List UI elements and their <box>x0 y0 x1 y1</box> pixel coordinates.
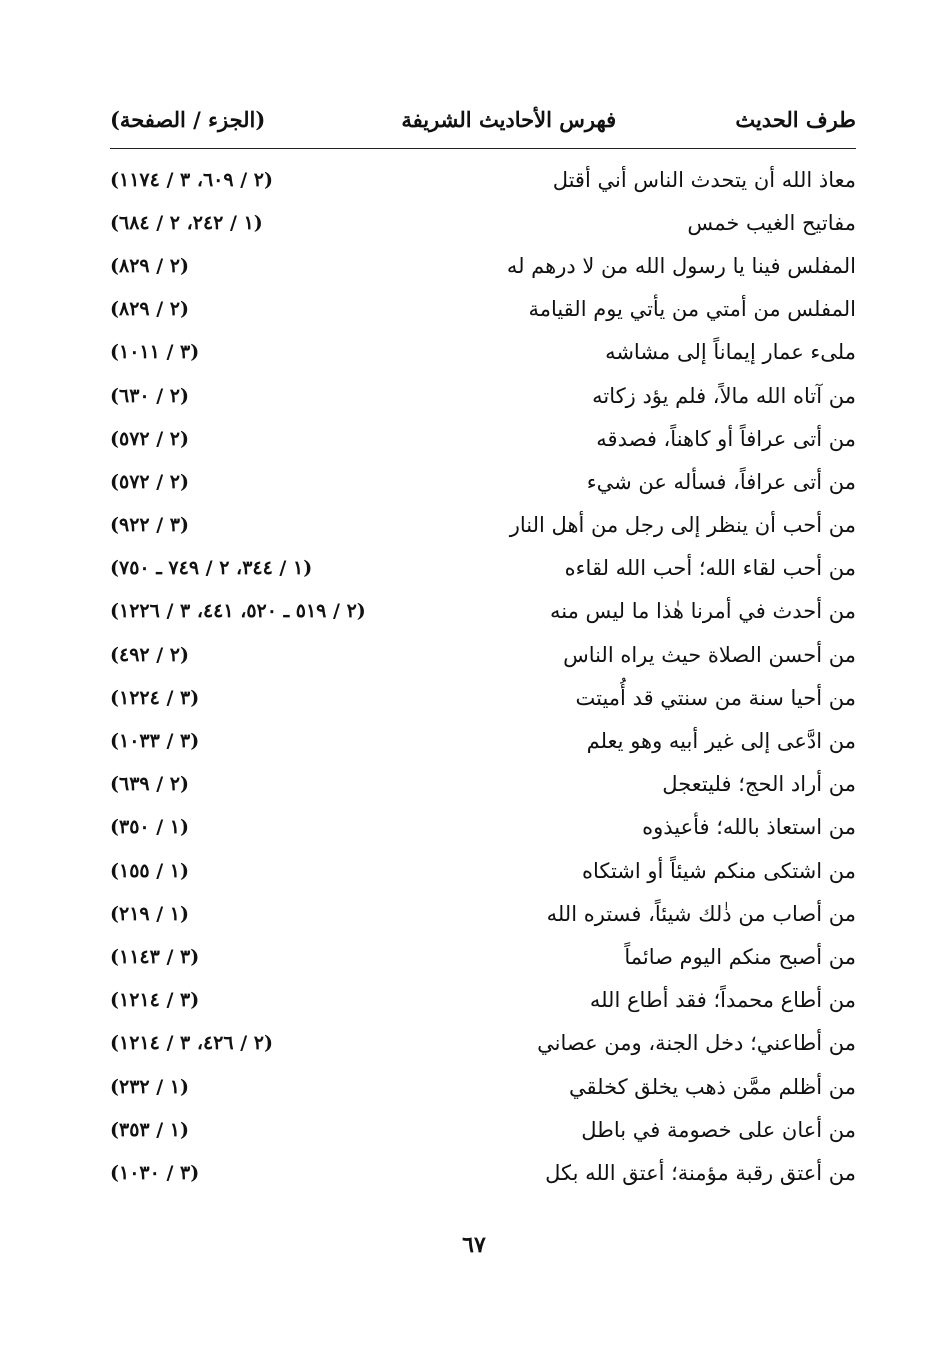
hadith-text: من آتاه الله مالاً، فلم يؤد زكاته <box>592 383 856 408</box>
header-column-hadith: طرف الحديث <box>735 106 856 132</box>
volume-page-ref: (٢ / ٦٣٩) <box>110 773 190 796</box>
hadith-text: من استعاذ بالله؛ فأعيذوه <box>642 815 856 840</box>
index-entry <box>110 590 856 633</box>
index-entry <box>110 633 856 676</box>
index-entry <box>110 979 856 1022</box>
index-entry <box>110 1151 856 1194</box>
index-entry <box>110 849 856 892</box>
header-divider <box>110 148 856 149</box>
hadith-text: من أطاع محمداً؛ فقد أطاع الله <box>589 988 856 1013</box>
index-entry <box>110 201 856 244</box>
hadith-text: من أحب أن ينظر إلى رجل من أهل النار <box>509 513 856 538</box>
index-entry <box>110 288 856 331</box>
volume-page-ref: (٢ / ٥٧٢) <box>110 470 190 493</box>
index-entry <box>110 763 856 806</box>
hadith-text: من ادَّعى إلى غير أبيه وهو يعلم <box>586 729 856 754</box>
page-header <box>110 102 856 136</box>
volume-page-ref: (١ / ٣٥٣) <box>110 1118 190 1141</box>
hadith-text: المفلس من أمتي من يأتي يوم القيامة <box>528 297 856 322</box>
index-entry <box>110 374 856 417</box>
volume-page-ref: (١ / ٣٤٤، ٢ / ٧٤٩ ـ ٧٥٠) <box>110 557 313 580</box>
index-entry <box>110 719 856 762</box>
volume-page-ref: (١ / ٢٤٢، ٢ / ٦٨٤) <box>110 211 263 234</box>
volume-page-ref: (١ / ٣٥٠) <box>110 816 190 839</box>
volume-page-ref: (٣ / ١٢٢٤) <box>110 686 200 709</box>
volume-page-ref: (٢ / ٨٢٩) <box>110 254 190 277</box>
volume-page-ref: (٢ / ٥٧٢) <box>110 427 190 450</box>
hadith-text: من أحدث في أمرنا هٰذا ما ليس منه <box>550 599 856 624</box>
hadith-text: من أراد الحج؛ فليتعجل <box>662 772 856 797</box>
index-entry <box>110 676 856 719</box>
hadith-text: من أتى عرافاً، فسأله عن شيء <box>586 469 856 494</box>
header-title: فهرس الأحاديث الشريفة <box>401 106 617 132</box>
hadith-text: من أصبح منكم اليوم صائماً <box>624 944 856 969</box>
index-entry <box>110 158 856 201</box>
hadith-text: ملىء عمار إيماناً إلى مشاشه <box>605 340 856 365</box>
hadith-text: من أطاعني؛ دخل الجنة، ومن عصاني <box>537 1031 856 1056</box>
hadith-text: من أتى عرافاً أو كاهناً، فصدقه <box>596 426 856 451</box>
index-entry <box>110 1022 856 1065</box>
volume-page-ref: (١ / ٢١٩) <box>110 902 190 925</box>
hadith-text: من أصاب من ذٰلك شيئاً، فستره الله <box>546 901 856 926</box>
hadith-text: من اشتكى منكم شيئاً أو اشتكاه <box>581 858 856 883</box>
hadith-text: مفاتيح الغيب خمس <box>687 210 856 235</box>
index-entry <box>110 892 856 935</box>
index-entry <box>110 1065 856 1108</box>
index-entry <box>110 806 856 849</box>
volume-page-ref: (٢ / ٤٩٢) <box>110 643 190 666</box>
index-entry <box>110 1108 856 1151</box>
index-entry <box>110 935 856 978</box>
volume-page-ref: (٢ / ٥١٩ ـ ٥٢٠، ٤٤١، ٣ / ١٢٢٦) <box>110 600 366 623</box>
index-entry <box>110 417 856 460</box>
volume-page-ref: (٣ / ٩٢٢) <box>110 514 190 537</box>
volume-page-ref: (٣ / ١٠٣٣) <box>110 730 200 753</box>
header-column-volume-page: (الجزء / الصفحة) <box>110 106 266 132</box>
hadith-text: من أعتق رقبة مؤمنة؛ أعتق الله بكل <box>545 1160 856 1185</box>
page-number: ٦٧ <box>462 1232 486 1258</box>
index-entry <box>110 460 856 503</box>
volume-page-ref: (١ / ٢٣٢) <box>110 1075 190 1098</box>
hadith-text: من أحيا سنة من سنتي قد أُميتت <box>575 685 856 710</box>
volume-page-ref: (٢ / ٤٢٦، ٣ / ١٢١٤) <box>110 1032 273 1055</box>
volume-page-ref: (٣ / ١١٤٣) <box>110 945 200 968</box>
hadith-text: من أظلم ممَّن ذهب يخلق كخلقي <box>568 1074 856 1099</box>
hadith-text: المفلس فينا يا رسول الله من لا درهم له <box>506 253 856 278</box>
volume-page-ref: (٣ / ١٠٣٠) <box>110 1161 200 1184</box>
index-entry <box>110 244 856 287</box>
hadith-index-list <box>110 158 856 1195</box>
index-entry <box>110 504 856 547</box>
hadith-text: من أعان على خصومة في باطل <box>581 1117 856 1142</box>
index-entry <box>110 331 856 374</box>
hadith-text: من أحب لقاء الله؛ أحب الله لقاءه <box>564 556 856 581</box>
volume-page-ref: (٢ / ٦٣٠) <box>110 384 190 407</box>
volume-page-ref: (٣ / ١٠١١) <box>110 341 200 364</box>
volume-page-ref: (١ / ١٥٥) <box>110 859 190 882</box>
hadith-text: من أحسن الصلاة حيث يراه الناس <box>563 642 856 667</box>
index-entry <box>110 547 856 590</box>
hadith-text: معاذ الله أن يتحدث الناس أني أقتل <box>552 167 856 192</box>
volume-page-ref: (٣ / ١٢١٤) <box>110 989 200 1012</box>
volume-page-ref: (٢ / ٦٠٩، ٣ / ١١٧٤) <box>110 168 273 191</box>
volume-page-ref: (٢ / ٨٢٩) <box>110 298 190 321</box>
